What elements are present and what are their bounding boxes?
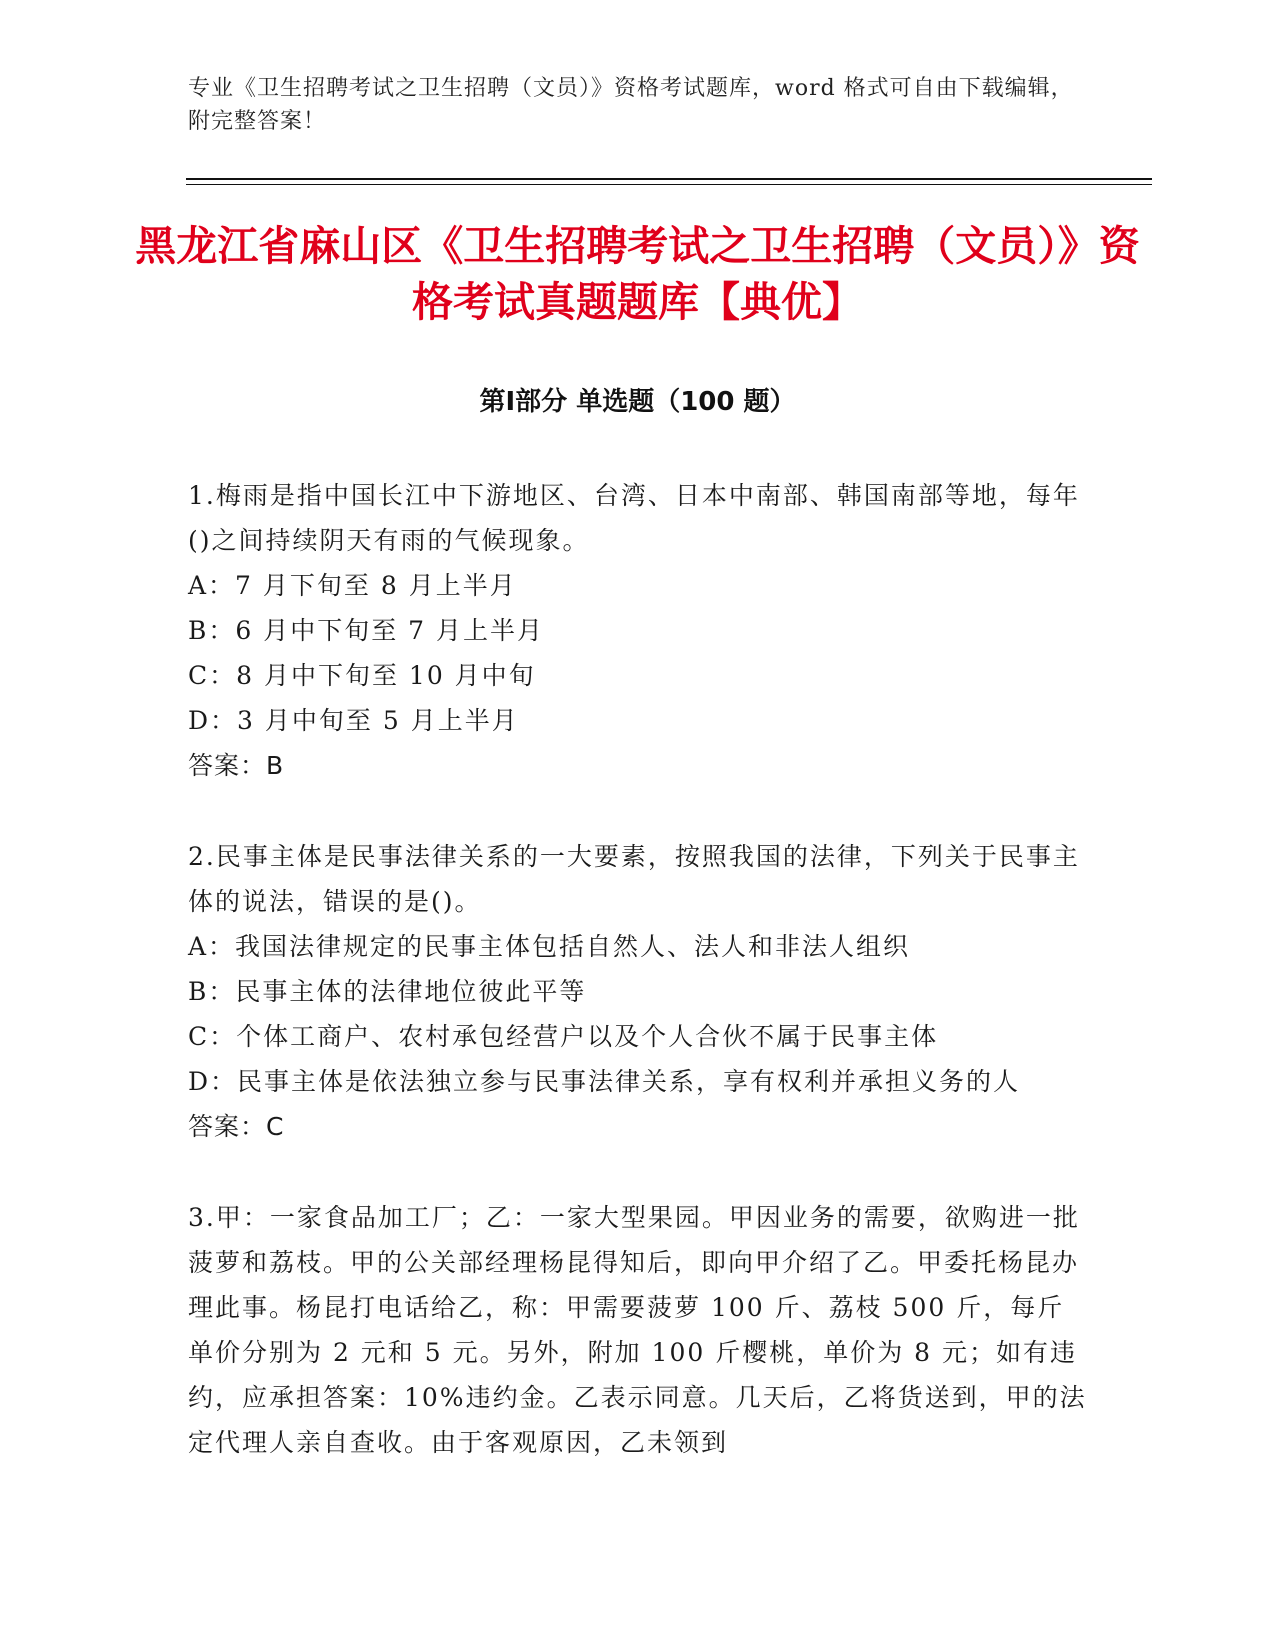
section-heading: 第Ⅰ部分 单选题（100 题） — [479, 387, 796, 417]
header-divider — [186, 178, 1152, 180]
question-item — [188, 834, 1088, 1149]
question-item — [188, 1195, 1088, 1465]
header-note: 专业《卫生招聘考试之卫生招聘（文员）》资格考试题库，word 格式可自由下载编辑，附完整答案！ — [188, 76, 1074, 134]
option-d: D：3 月中旬至 5 月上半月 — [188, 706, 519, 735]
question-answer: 答案：B — [188, 751, 285, 780]
option-b: B：民事主体的法律地位彼此平等 — [188, 977, 587, 1006]
question-stem: 3.甲：一家食品加工厂；乙：一家大型果园。甲因业务的需要，欲购进一批菠萝和荔枝。甲的公关部经理杨昆得知后，即向甲介绍了乙。甲委托杨昆办理此事。杨昆打电话给乙，称：甲需要菠萝 100 斤、荔枝 500 斤，每斤单价分别为 2 元和 5 元。另外，附加 100 斤樱桃，单价为 8 元；如有违约，应承担答案：10%违约金。乙表示同意。几天后，乙将货送到，甲的法定代理人亲自查收。由于客观原因，乙未领到 — [188, 1203, 1087, 1457]
option-b: B：6 月中下旬至 7 月上半月 — [188, 616, 545, 645]
option-c: C：个体工商户、农村承包经营户以及个人合伙不属于民事主体 — [188, 1022, 939, 1051]
question-item — [188, 473, 1088, 788]
header-divider-thin — [186, 184, 1152, 185]
question-answer: 答案：C — [188, 1112, 285, 1141]
option-a: A：7 月下旬至 8 月上半月 — [188, 571, 517, 600]
question-list — [188, 473, 1088, 1511]
option-a: A：我国法律规定的民事主体包括自然人、法人和非法人组织 — [188, 932, 911, 961]
question-stem: 1.梅雨是指中国长江中下游地区、台湾、日本中南部、韩国南部等地，每年()之间持续阴天有雨的气候现象。 — [188, 481, 1080, 555]
option-d: D：民事主体是依法独立参与民事法律关系，享有权利并承担义务的人 — [188, 1067, 1021, 1096]
document-title: 黑龙江省麻山区《卫生招聘考试之卫生招聘（文员）》资格考试真题题库【典优】 — [135, 222, 1140, 326]
question-stem: 2.民事主体是民事法律关系的一大要素，按照我国的法律，下列关于民事主体的说法，错误的是()。 — [188, 842, 1080, 916]
option-c: C：8 月中下旬至 10 月中旬 — [188, 661, 536, 690]
